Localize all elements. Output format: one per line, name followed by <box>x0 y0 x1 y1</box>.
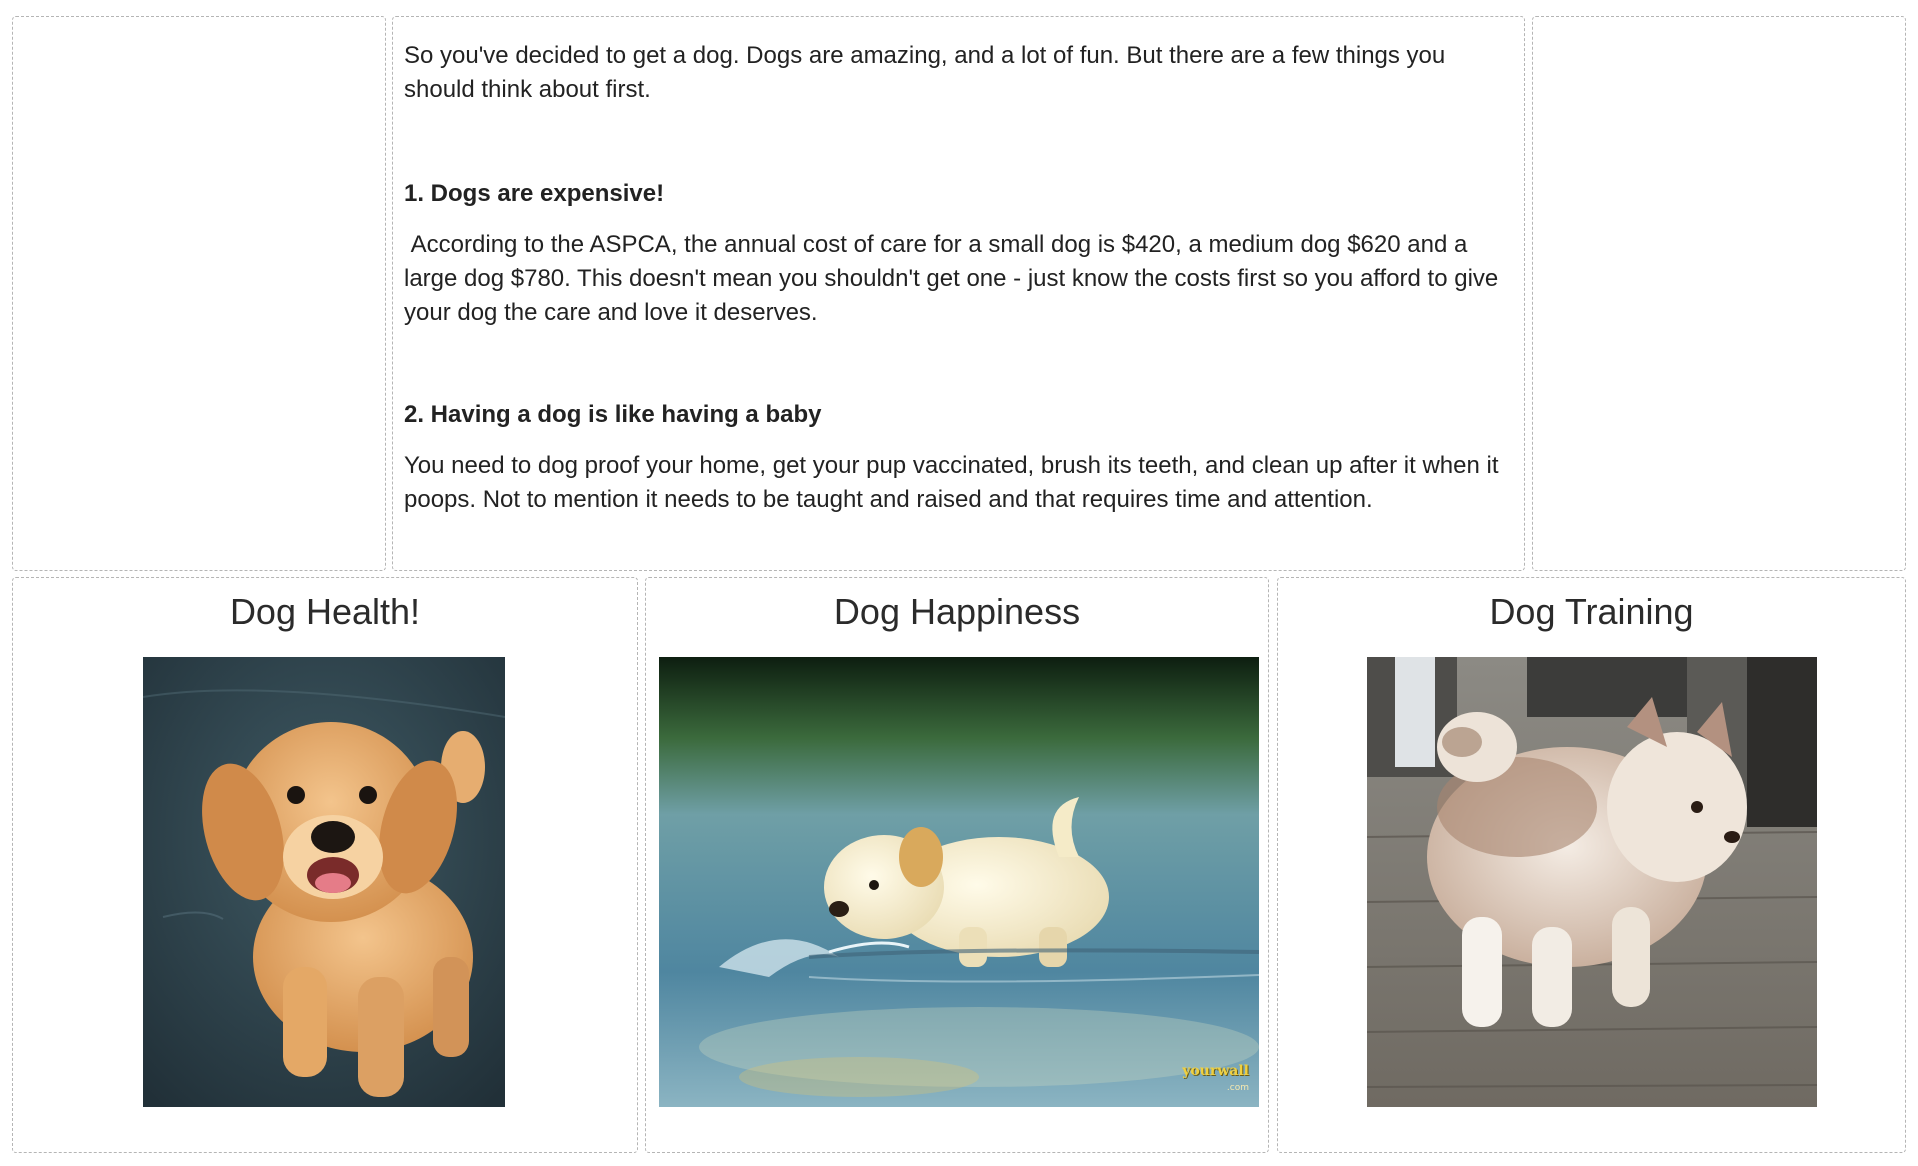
section-heading-expensive: 1. Dogs are expensive! <box>404 180 665 207</box>
right-panel <box>1532 16 1906 571</box>
card-dog-happiness <box>645 577 1269 1153</box>
section-heading-baby: 2. Having a dog is like having a baby <box>404 401 822 428</box>
watermark-domain: .com <box>1226 1083 1249 1093</box>
golden-retriever-puppy-photo <box>143 657 505 1107</box>
left-panel <box>12 16 386 571</box>
husky-puppy-photo <box>1367 657 1817 1107</box>
card-dog-health <box>12 577 638 1153</box>
section-body-baby: You need to dog proof your home, get your pup vaccinated, brush its teeth, and clean up after it when it poops. Not to mention it needs to be taught and raised and that requires time and attention. <box>404 452 1499 513</box>
article-intro: So you've decided to get a dog. Dogs are amazing, and a lot of fun. But there are a few things you should think about first. <box>404 42 1446 103</box>
card-title-health: Dog Health! <box>229 591 421 632</box>
article-panel <box>392 16 1525 571</box>
watermark-logo: yourwall <box>1182 1063 1249 1079</box>
puppy-in-water-photo <box>659 657 1259 1107</box>
card-title-training: Dog Training <box>1489 591 1694 632</box>
card-title-happiness: Dog Happiness <box>833 591 1081 632</box>
section-body-expensive: According to the ASPCA, the annual cost of care for a small dog is $420, a medium dog $620 and a large dog $780. This doesn't mean you shouldn't get one - just know the costs first so you afford to give your dog the care and love it deserves. <box>404 231 1505 326</box>
card-dog-training <box>1277 577 1906 1153</box>
